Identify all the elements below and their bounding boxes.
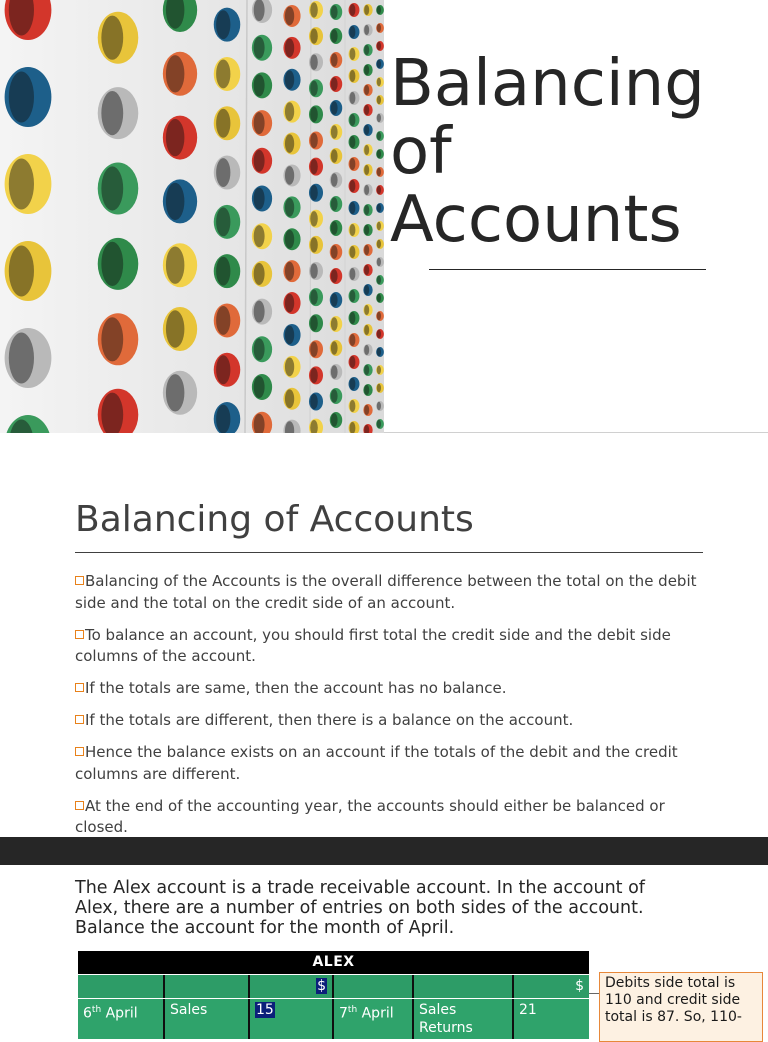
wall-hole-shadow (331, 101, 338, 115)
wall-hole-shadow (364, 145, 369, 155)
wall-hole-shadow (350, 70, 356, 82)
wall-hole-shadow (9, 159, 34, 210)
wall-hole-shadow (9, 333, 34, 384)
wall-hole-shadow (364, 305, 369, 315)
wall-hole-shadow (377, 204, 381, 213)
wall-hole-shadow (166, 247, 184, 284)
checkbox-bullet-icon (75, 630, 84, 639)
wall-hole-shadow (285, 230, 294, 249)
wall-hole-shadow (101, 16, 123, 60)
wall-hole-shadow (310, 2, 318, 17)
wall-hole-shadow (254, 37, 265, 59)
wall-hole-shadow (254, 263, 265, 285)
wall-hole-shadow (216, 405, 230, 434)
wall-hole-shadow (310, 28, 318, 43)
wall-hole-shadow (331, 389, 338, 403)
wall-hole-shadow (166, 183, 184, 220)
wall-hole-shadow (377, 258, 381, 267)
wall-hole-shadow (310, 342, 318, 357)
wall-hole-shadow (285, 7, 294, 26)
wall-hole-shadow (101, 242, 123, 286)
wall-hole-shadow (377, 186, 381, 195)
wall-hole-shadow (254, 187, 265, 209)
wall-hole-shadow (350, 92, 356, 104)
wall-hole-shadow (331, 341, 338, 355)
wall-hole-shadow (310, 81, 318, 96)
wall-hole-shadow (310, 289, 318, 304)
wall-hole-shadow (331, 245, 338, 259)
credit-date: 7th April (334, 999, 414, 1039)
bullet-item: At the end of the accounting year, the accounts should either be balanced or closed. (75, 796, 665, 836)
wall-hole-shadow (331, 197, 338, 211)
debit-amount: 15 (256, 1002, 274, 1018)
wall-hole-shadow (216, 257, 230, 286)
section-title-underline (75, 552, 703, 553)
wall-hole-shadow (331, 293, 338, 307)
wall-hole-shadow (216, 306, 230, 335)
ledger-row (78, 999, 589, 1039)
wall-hole-shadow (285, 102, 294, 121)
wall-hole-shadow (364, 25, 369, 35)
wall-hole-shadow (310, 185, 318, 200)
wall-hole-shadow (350, 356, 356, 368)
wall-hole-shadow (310, 263, 318, 278)
wall-hole-shadow (364, 205, 369, 215)
wall-hole-shadow (166, 310, 184, 347)
wall-hole-shadow (350, 114, 356, 126)
wall-hole-shadow (216, 109, 230, 138)
holes-illustration (0, 0, 384, 433)
wall-hole-shadow (377, 402, 381, 411)
wall-hole-shadow (331, 125, 338, 139)
wall-hole-shadow (377, 168, 381, 177)
wall-hole-shadow (377, 420, 381, 429)
wall-hole-shadow (350, 334, 356, 346)
callout-note: Debits side total is 110 and credit side total is 87. So, 110- (599, 972, 763, 1042)
example-slide (0, 865, 768, 1036)
checkbox-bullet-icon (75, 715, 84, 724)
debit-currency: $ (317, 978, 326, 994)
wall-hole-shadow (377, 150, 381, 159)
wall-hole-shadow (364, 45, 369, 55)
wall-hole-shadow (364, 285, 369, 295)
title-slide (0, 0, 768, 433)
wall-hole-shadow (285, 39, 294, 58)
wall-hole-shadow (216, 158, 230, 187)
wall-hole-shadow (377, 366, 381, 375)
wall-hole-shadow (331, 173, 338, 187)
wall-hole-shadow (331, 5, 338, 19)
wall-hole-shadow (350, 400, 356, 412)
wall-hole-shadow (377, 330, 381, 339)
slide-divider-band (0, 837, 768, 865)
wall-hole-shadow (377, 60, 381, 69)
credit-amount: 21 (514, 999, 589, 1039)
wall-hole-shadow (377, 222, 381, 231)
bullet-item: To balance an account, you should first total the credit side and the debit side columns of the account. (75, 625, 671, 665)
wall-hole-shadow (331, 365, 338, 379)
wall-hole-shadow (254, 74, 265, 96)
wall-hole-shadow (364, 105, 369, 115)
callout-connector (589, 993, 599, 994)
wall-hole-shadow (364, 125, 369, 135)
wall-hole-shadow (254, 338, 265, 360)
wall-hole-shadow (331, 53, 338, 67)
wall-hole-shadow (350, 180, 356, 192)
wall-hole-shadow (254, 112, 265, 134)
wall-hole-shadow (377, 96, 381, 105)
wall-hole-shadow (350, 246, 356, 258)
debit-date: 6th April (78, 999, 165, 1039)
wall-hole-shadow (377, 42, 381, 51)
debit-description: Sales (165, 999, 250, 1039)
wall-hole-shadow (350, 378, 356, 390)
checkbox-bullet-icon (75, 683, 84, 692)
credit-description: Sales Returns (414, 999, 514, 1039)
wall-hole-shadow (364, 385, 369, 395)
wall-hole-shadow (364, 245, 369, 255)
wall-hole-shadow (216, 10, 230, 39)
title-underline (429, 269, 706, 270)
wall-hole-shadow (310, 159, 318, 174)
bullet-item: If the totals are different, then there is a balance on the account. (75, 710, 703, 732)
wall-hole-shadow (166, 374, 184, 411)
wall-hole-shadow (377, 78, 381, 87)
bullet-item: Hence the balance exists on an account if the totals of the debit and the credit columns are different. (75, 743, 678, 783)
wall-hole-shadow (254, 376, 265, 398)
wall-hole-shadow (377, 294, 381, 303)
wall-hole-shadow (377, 240, 381, 249)
wall-hole-shadow (350, 136, 356, 148)
wall-hole-shadow (331, 149, 338, 163)
wall-hole-shadow (350, 202, 356, 214)
credit-currency: $ (514, 975, 589, 998)
wall-hole-shadow (285, 389, 294, 408)
wall-hole-shadow (364, 185, 369, 195)
wall-hole-shadow (254, 150, 265, 172)
wall-hole-shadow (350, 224, 356, 236)
wall-hole-shadow (364, 165, 369, 175)
wall-hole-shadow (101, 166, 123, 210)
ledger-title: ALEX (78, 951, 589, 974)
wall-hole-shadow (364, 405, 369, 415)
wall-hole-shadow (350, 26, 356, 38)
wall-hole-shadow (377, 24, 381, 33)
wall-hole-shadow (350, 312, 356, 324)
wall-hole-shadow (285, 70, 294, 89)
wall-hole-shadow (9, 72, 34, 123)
definition-slide (0, 433, 768, 837)
wall-hole-shadow (101, 317, 123, 361)
wall-hole-shadow (101, 91, 123, 135)
wall-hole-shadow (310, 55, 318, 70)
wall-hole-shadow (285, 326, 294, 345)
slide-title: Balancing of Accounts (390, 47, 705, 257)
checkbox-bullet-icon (75, 576, 84, 585)
wall-hole-shadow (364, 345, 369, 355)
wall-hole-shadow (9, 246, 34, 297)
wall-hole-shadow (285, 134, 294, 153)
ledger-table (78, 951, 589, 1039)
wall-hole-shadow (377, 132, 381, 141)
wall-hole-shadow (364, 85, 369, 95)
wall-hole-shadow (331, 317, 338, 331)
wall-hole-shadow (377, 114, 381, 123)
bullet-item: If the totals are same, then the account has no balance. (75, 678, 703, 700)
wall-hole-shadow (166, 55, 184, 92)
checkbox-bullet-icon (75, 801, 84, 810)
wall-hole-shadow (377, 348, 381, 357)
wall-hole-shadow (350, 158, 356, 170)
wall-hole-shadow (310, 211, 318, 226)
wall-hole-shadow (364, 225, 369, 235)
wall-hole-shadow (350, 4, 356, 16)
wall-hole-shadow (254, 301, 265, 323)
wall-hole-shadow (364, 5, 369, 15)
wall-hole-shadow (377, 276, 381, 285)
wall-hole-shadow (331, 77, 338, 91)
wall-hole-shadow (216, 355, 230, 384)
wall-hole-shadow (166, 119, 184, 156)
wall-hole-shadow (377, 384, 381, 393)
colorful-holes-photo (0, 0, 384, 433)
wall-hole-shadow (350, 290, 356, 302)
wall-hole-shadow (285, 294, 294, 313)
wall-hole-shadow (254, 225, 265, 247)
wall-hole-shadow (350, 48, 356, 60)
bullet-item: Balancing of the Accounts is the overall difference between the total on the debit side and the total on the credit side of an account. (75, 572, 697, 612)
wall-hole-shadow (310, 133, 318, 148)
wall-hole-shadow (310, 107, 318, 122)
wall-hole-shadow (310, 316, 318, 331)
wall-hole-shadow (364, 325, 369, 335)
bullet-list (75, 571, 703, 849)
wall-hole-shadow (216, 207, 230, 236)
wall-hole-shadow (285, 198, 294, 217)
wall-hole-shadow (364, 265, 369, 275)
wall-hole-shadow (101, 393, 123, 437)
example-intro: The Alex account is a trade receivable account. In the account of Alex, there are a number of entries on both sides of the account. Balance the account for the month of April. (75, 878, 645, 938)
wall-hole-shadow (310, 368, 318, 383)
wall-hole-shadow (285, 262, 294, 281)
wall-hole-shadow (364, 65, 369, 75)
wall-hole-shadow (285, 166, 294, 185)
wall-hole-shadow (331, 269, 338, 283)
wall-hole-shadow (310, 237, 318, 252)
section-title: Balancing of Accounts (75, 499, 474, 540)
wall-hole-shadow (331, 413, 338, 427)
wall-hole-shadow (350, 268, 356, 280)
wall-hole-shadow (331, 221, 338, 235)
wall-hole-shadow (377, 6, 381, 15)
wall-hole-shadow (364, 365, 369, 375)
wall-hole-shadow (331, 29, 338, 43)
wall-hole-shadow (377, 312, 381, 321)
wall-hole-shadow (310, 394, 318, 409)
wall-hole-shadow (216, 59, 230, 88)
ledger-header-row (78, 975, 589, 998)
wall-hole-shadow (285, 358, 294, 377)
checkbox-bullet-icon (75, 747, 84, 756)
